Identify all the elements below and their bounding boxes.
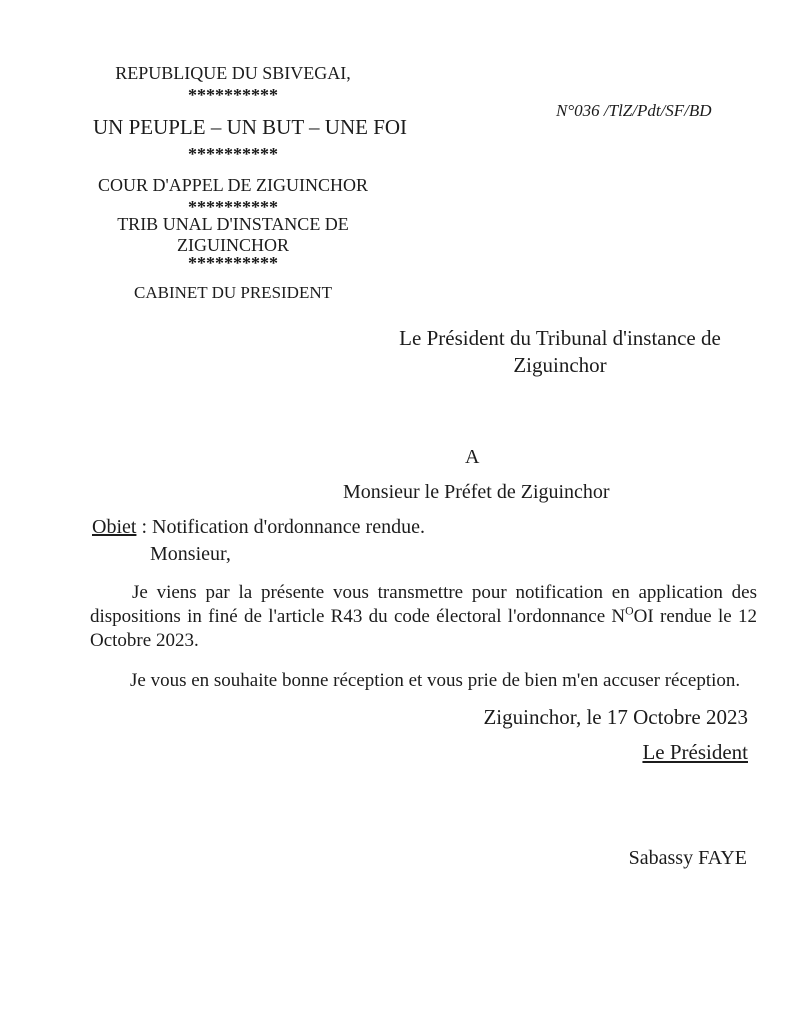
letterhead-office: CABINET DU PRESIDENT bbox=[133, 283, 333, 302]
sender-title-block bbox=[385, 325, 735, 379]
body-paragraph-2: Je vous en souhaite bonne réception et vous prie de bien m'en accuser réception. bbox=[130, 670, 741, 691]
recipient-line: Monsieur le Préfet de Ziguinchor bbox=[343, 481, 610, 503]
ordinal-superscript: O bbox=[625, 604, 634, 618]
letterhead-star-separator: ********** bbox=[188, 253, 278, 273]
signer-title: Le Président bbox=[642, 740, 748, 764]
subject-text: Notification d'ordonnance rendue. bbox=[152, 516, 425, 538]
letterhead-motto: UN PEUPLE – UN BUT – UNE FOI bbox=[93, 115, 408, 139]
letterhead-republic: REPUBLIQUE DU SBIVEGAI, bbox=[115, 63, 351, 83]
place-and-date: Ziguinchor, le 17 Octobre 2023 bbox=[483, 705, 748, 729]
letterhead-court: COUR D'APPEL DE ZIGUINCHOR bbox=[97, 175, 369, 195]
letterhead-tribunal: TRIB UNAL D'INSTANCE DE ZIGUINCHOR bbox=[117, 214, 349, 255]
sender-title-line1: Le Président du Tribunal d'instance de bbox=[399, 326, 721, 350]
subject-separator: : bbox=[136, 516, 152, 538]
letterhead-star-separator: ********** bbox=[188, 85, 278, 105]
to-marker: A bbox=[465, 446, 480, 468]
reference-number: N°036 /TlZ/Pdt/SF/BD bbox=[556, 101, 712, 120]
sender-title-line2: Ziguinchor bbox=[513, 353, 607, 377]
letterhead-star-separator: ********** bbox=[188, 197, 278, 217]
letterhead-star-separator: ********** bbox=[188, 144, 278, 164]
signer-name: Sabassy FAYE bbox=[628, 847, 747, 869]
letterhead bbox=[93, 63, 408, 302]
body-paragraph-1-text: Je viens par la présente vous transmettre pour notification en application des dispositions in finé de l'article R43 du code électoral l'ordonnance N bbox=[90, 582, 757, 627]
body-paragraph-1-end: OI rendue le 12 Octobre 2023. bbox=[90, 606, 757, 651]
subject-label: Obiet bbox=[92, 516, 137, 538]
salutation: Monsieur, bbox=[150, 543, 231, 565]
body-paragraph-1 bbox=[90, 581, 757, 653]
subject-line bbox=[92, 517, 425, 537]
